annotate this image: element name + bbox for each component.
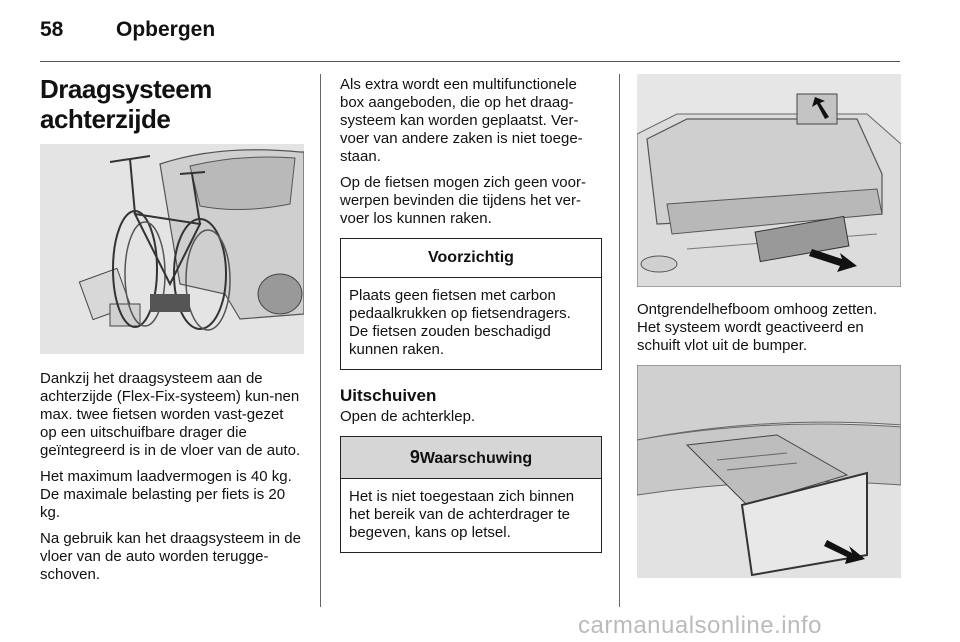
column-divider-1 — [320, 74, 321, 607]
warning-header — [341, 437, 601, 479]
warning-box — [340, 436, 602, 553]
watermark: carmanualsonline.info — [578, 612, 822, 639]
column-3 — [637, 74, 901, 578]
paragraph: Het maximum laadvermogen is 40 kg. De maximale belasting per fiets is 20 kg. — [40, 468, 292, 521]
paragraph: Na gebruik kan het draagsysteem in de vloer van de auto worden terugge-schoven. — [40, 530, 301, 583]
column-2 — [340, 76, 602, 565]
warning-icon: 9 — [409, 447, 420, 467]
paragraph: Als extra wordt een multifunctionele box aangeboden, die op het draag-systeem kan worden geplaatst. Ver-voer van andere zaken is niet toege-staan. — [340, 76, 583, 165]
instruction-text: Open de achterklep. — [340, 408, 476, 425]
page-section-title: Opbergen — [116, 18, 216, 41]
column-1 — [40, 74, 304, 592]
warning-text: Het is niet toegestaan zich binnen het bereik van de achterdrager te begeven, kans op letsel. — [349, 488, 575, 541]
page-number: 58 — [40, 18, 64, 41]
paragraph: Dankzij het draagsysteem aan de achterzijde (Flex-Fix-systeem) kun-nen max. twee fietsen worden vast-gezet op een uitschuifbare drager die geïntegreerd is in de vloer van de auto. — [40, 370, 301, 459]
caution-text: Plaats geen fietsen met carbon pedaalkrukken op fietsendragers. De fietsen zouden beschadigd kunnen raken. — [349, 287, 571, 358]
warning-heading: Waarschuwing — [419, 450, 533, 467]
subheading: Uitschuiven — [340, 386, 437, 405]
bike-carrier-illustration — [40, 144, 304, 354]
paragraph: Op de fietsen mogen zich geen voor-werpen bevinden die tijdens het ver-voer los kunnen raken. — [340, 174, 586, 227]
caption: Ontgrendelhefboom omhoog zetten. Het systeem wordt geactiveerd en schuift vlot uit de bumper. — [637, 301, 878, 354]
release-lever-illustration — [637, 74, 901, 287]
carrier-extended-illustration — [637, 365, 901, 578]
header-divider — [40, 61, 900, 62]
caution-box — [340, 238, 602, 370]
column-divider-2 — [619, 74, 620, 607]
caution-heading: Voorzichtig — [341, 239, 601, 278]
section-title: Draagsysteem achterzijde — [40, 74, 212, 134]
